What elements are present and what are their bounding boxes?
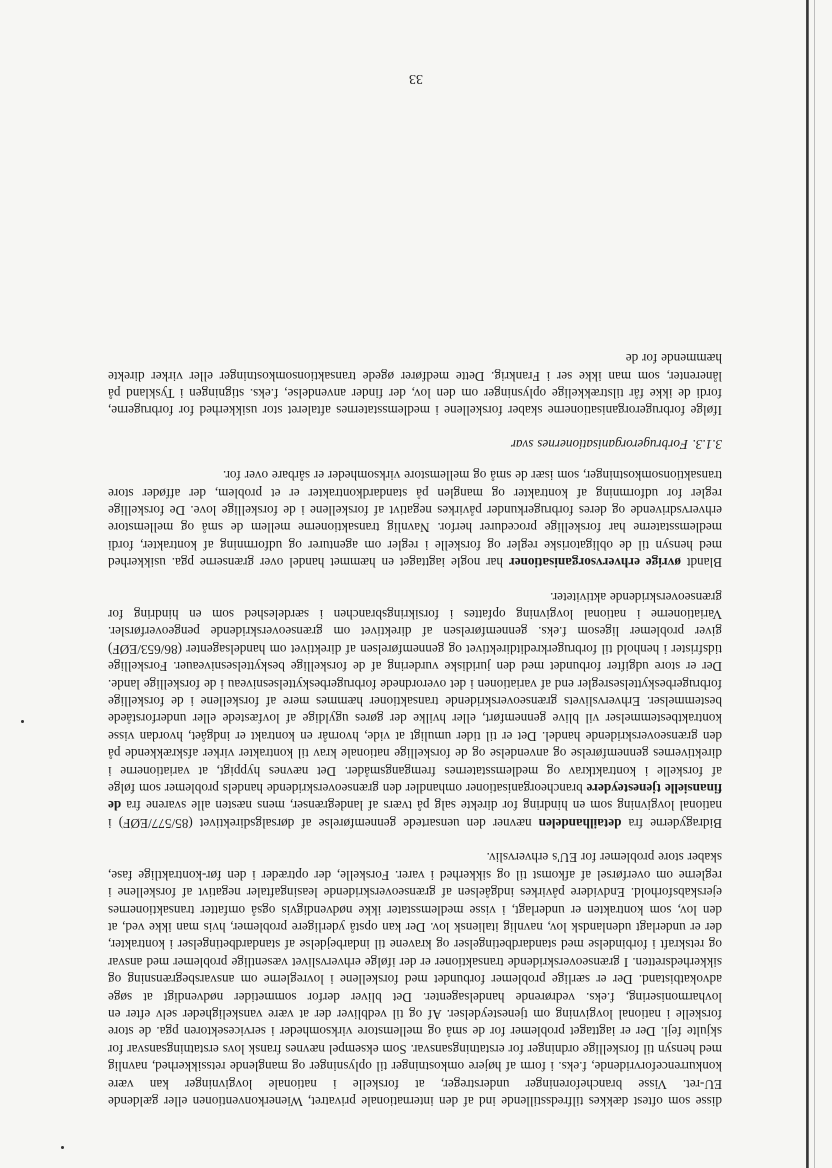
text-segment: Bidragyderne fra — [621, 815, 722, 831]
text-segment: disse som oftest dækkes tilfredsstillende ind af den internationale privatret, Wienerkonventionen eller gældende EU-ret. Visse brancheforeninger understreger, at forskelle i nationale lovgivninger kan være konkurrenceforvridende, f.eks. i form af højere omkostninger til oplysninger og manglende retssikkerhed, navnlig med hensyn til forskellige ordninger for erstatningsansvar. Som eksempel nævnes fransk lovs erstatningsansvar for skjulte fejl. Der er iagttaget problemer for de små og mellemstore virksomheder i servicesektoren pga. de store forskelle i national lovgivning om tjenesteydelser. Af og til vedbliver der at være vanskeligheder selv efter en lovharmonisering, f.eks. vedrørende handelsagenter. Det bliver derfor sommetider nødvendigt at søge advokatbistand. Der er særlige problemer forbundet med forskellene i lovreglerne om ansvarsbegrænsning og sikkerhedsretten. I grænseoverskridende transaktioner er der ifølge erhvervslivet væsentlige problemer med ansvar og retskraft i forbindelse med standardbetingelser og kravene til indarbejdelse af standardbetingelser i kontrakter, der er underlagt udenlandsk lov, navnlig italiensk lov. Der kan opstå yderligere problemer, hvis man ikke ved, at den lov, som kontrakten er underlagt, i visse medlemsstater ikke nødvendigvis også omfatter transaktionernes ejerskabsforhold. Endvidere påvirkes indgåelsen af grænseoverskridende leasingaftaler negativt af forskellene i reglerne om overførsel af afkomst til og sikkerhed i varer. Forskelle, der optræder i den før-kontraktlige fase, skaber store problemer for EU's erhvervsliv. — [108, 850, 722, 1109]
section-number: 3.1.3. — [692, 436, 722, 452]
paragraph-1 — [108, 849, 722, 1110]
bold-term: øvrige erhvervsorganisationer — [508, 555, 681, 571]
bold-term: detailhandelen — [538, 815, 622, 831]
bold-term: de finansielle tjenesteydere — [108, 781, 722, 814]
text-segment: nævner den uensartede gennemførelse af dørsalgsdirektivet (85/577/EØF) i national lovgivning som en hindring for direkte salg på tværs af landegrænser, mens næsten alle svarene fra — [108, 798, 722, 831]
text-segment: har nogle iagttaget en hæmmet handel over grænserne pga. usikkerhed med hensyn til de obligatoriske regler og forskelle i regler om agenturer og udformning af kontrakter, fordi medlemsstaterne har forskellige procedurer herfor. Navnlig transaktionerne mellem de små og mellemstore erhvervsdrivende og deres forbrugerkunder påvirkes negativt af forskellene i de forskellige love. De forskellige regler for udformning af kontrakter og manglen på standardkontrakter er et problem, der afføder store transaktionsomkostninger, som især de små og mellemstore virksomheder er sårbare over for. — [108, 468, 722, 571]
paragraph-3 — [108, 467, 722, 571]
text-segment: Blandt — [680, 555, 722, 571]
body-text — [108, 350, 722, 1110]
paragraph-2 — [108, 588, 722, 832]
paragraph-4: Ifølge forbrugerorganisationerne skaber forskellene i medlemsstaternes aftaleret stor usikkerhed for forbrugerne, fordi de ikke får tilstrækkelige oplysninger om den lov, der finder anvendelse, f.eks. stigningen i Tyskland på lånerenter, som man ikke ser i Frankrig. Dette medfører øgede transaktionsomkostninger eller virker direkte hæmmende for de — [108, 351, 722, 419]
section-title: Forbrugerorganisationernes svar — [510, 436, 688, 452]
section-heading — [108, 435, 722, 452]
text-segment: brancheorganisationer omhandler den grænseoverskridende handels problemer som følge af forskelle i kontraktkrav og medlemsstaternes fremgangsmåder. Det nævnes hyppigt, at variationerne i direktivernes gennemførelse og anvendelse og de forskellige nationale krav til kontrakter virker afskrækkende på den grænseoverskridende handel. Det er til tider umuligt at vide, hvornår en kontrakt er indgået, hvordan visse kontraktbestemmelser vil blive gennemført, eller hvilke der gøres ugyldige af lovfæstede eller underforståede bestemmelser. Erhvervslivets grænseoverskridende transaktioner hæmmes mere af forskellene i de forskellige forbrugerbeskyttelsesregler end af variationen i det overordnede forbrugerbeskyttelsesniveau i de forskellige lande. Der er store udgifter forbundet med den juridiske vurdering af de forskellige beskyttelsesniveauer. Forskellige tidsfrister i henhold til forbrugerkreditdirektivet og gennemførelsen af direktivet om handelsagenter (86/653/EØF) giver problemer ligesom f.eks. gennemførelsen af direktivet om grænseoverskridende pengeoverførsler. Variationerne i national lovgivning opfattes i forsikringsbranchen i særdeleshed som en hindring for grænseoverskridende aktiviteter. — [108, 589, 722, 797]
page-number: 33 — [409, 71, 423, 86]
